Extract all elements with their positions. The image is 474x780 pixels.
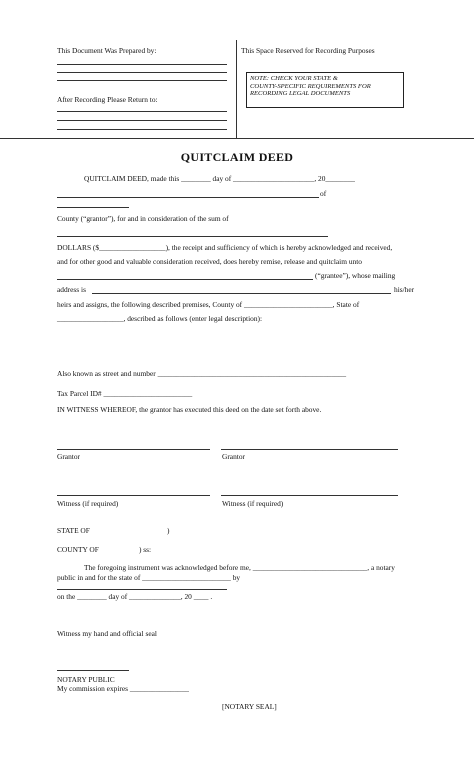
document-title: QUITCLAIM DEED: [180, 150, 294, 164]
also-known-as-line: Also known as street and number ___________________________________________________: [57, 369, 347, 378]
grantor-label-right: Grantor: [222, 452, 245, 461]
legal-description-line: __________________, described as follows (enter legal description):: [57, 314, 263, 323]
dollars-line: DOLLARS ($__________________), the receipt and sufficiency of which is hereby acknowledged and received,: [57, 243, 393, 252]
witness-hand-seal: Witness my hand and official seal: [57, 629, 157, 638]
grantor-signature-line-right[interactable]: [221, 449, 398, 450]
return-to-line-3[interactable]: [57, 129, 227, 130]
state-of-label: STATE OF: [57, 526, 90, 535]
note-line-2: COUNTY-SPECIFIC REQUIREMENTS FOR: [250, 82, 371, 90]
grantee-address-line[interactable]: [92, 293, 391, 294]
notary-seal-label: [NOTARY SEAL]: [222, 702, 277, 711]
tax-parcel-line: Tax Parcel ID# ________________________: [57, 389, 193, 398]
grantor-name-line[interactable]: [57, 197, 319, 198]
commission-expires-line: My commission expires ________________: [57, 684, 189, 693]
prepared-by-line-2[interactable]: [57, 72, 227, 73]
address-label: address is: [57, 285, 86, 294]
grantor-of-label: of: [320, 189, 327, 198]
return-to-line-2[interactable]: [57, 120, 227, 121]
note-line-3: RECORDING LEGAL DOCUMENTS: [250, 90, 351, 98]
witness-label-left: Witness (if required): [57, 499, 119, 508]
notary-public-label: NOTARY PUBLIC: [57, 675, 115, 684]
quitclaim-line: and for other good and valuable consideration received, does hereby remise, release and quitclaim unto: [57, 257, 362, 266]
prepared-by-line-3[interactable]: [57, 80, 227, 81]
recording-note-box: [246, 72, 404, 108]
consideration-line: County (“grantor”), for and in consideration of the sum of: [57, 214, 229, 223]
return-to-line-1[interactable]: [57, 111, 227, 112]
grantee-name-line[interactable]: [57, 279, 313, 280]
county-of-label: COUNTY OF: [57, 545, 99, 554]
note-line-1: NOTE: CHECK YOUR STATE &: [250, 75, 338, 82]
acknowledgment-line-1: The foregoing instrument was acknowledged before me, _______________________________, a notary: [84, 563, 395, 572]
header-bottom-rule: [0, 138, 474, 139]
grantor-label-left: Grantor: [57, 452, 80, 461]
prepared-by-label: This Document Was Prepared by:: [57, 46, 157, 55]
grantor-county-line[interactable]: [57, 207, 129, 208]
witness-label-right: Witness (if required): [222, 499, 284, 508]
header-divider: [236, 40, 237, 138]
acknowledgment-name-line[interactable]: [57, 589, 227, 590]
grantee-label: (“grantee”), whose mailing: [315, 271, 396, 280]
acknowledgment-date-line: on the ________ day of ______________, 20 ____ .: [57, 592, 213, 601]
his-her-label: his/her: [394, 285, 415, 294]
notary-signature-line[interactable]: [57, 670, 129, 671]
in-witness-whereof: IN WITNESS WHEREOF, the grantor has executed this deed on the date set forth above.: [57, 405, 322, 414]
recording-space-label: This Space Reserved for Recording Purposes: [241, 46, 375, 55]
state-of-paren: ): [167, 526, 170, 535]
deed-date-line: QUITCLAIM DEED, made this ________ day of ______________________, 20________: [84, 174, 355, 183]
witness-signature-line-left[interactable]: [57, 495, 210, 496]
witness-signature-line-right[interactable]: [221, 495, 398, 496]
grantor-signature-line-left[interactable]: [57, 449, 210, 450]
return-to-label: After Recording Please Return to:: [57, 95, 158, 104]
consideration-amount-line[interactable]: [57, 236, 328, 237]
county-ss-label: ) ss:: [139, 545, 152, 554]
prepared-by-line-1[interactable]: [57, 64, 227, 65]
acknowledgment-line-2: public in and for the state of ________________________ by: [57, 573, 241, 582]
premises-line: heirs and assigns, the following described premises, County of ________________________, State of: [57, 300, 360, 309]
